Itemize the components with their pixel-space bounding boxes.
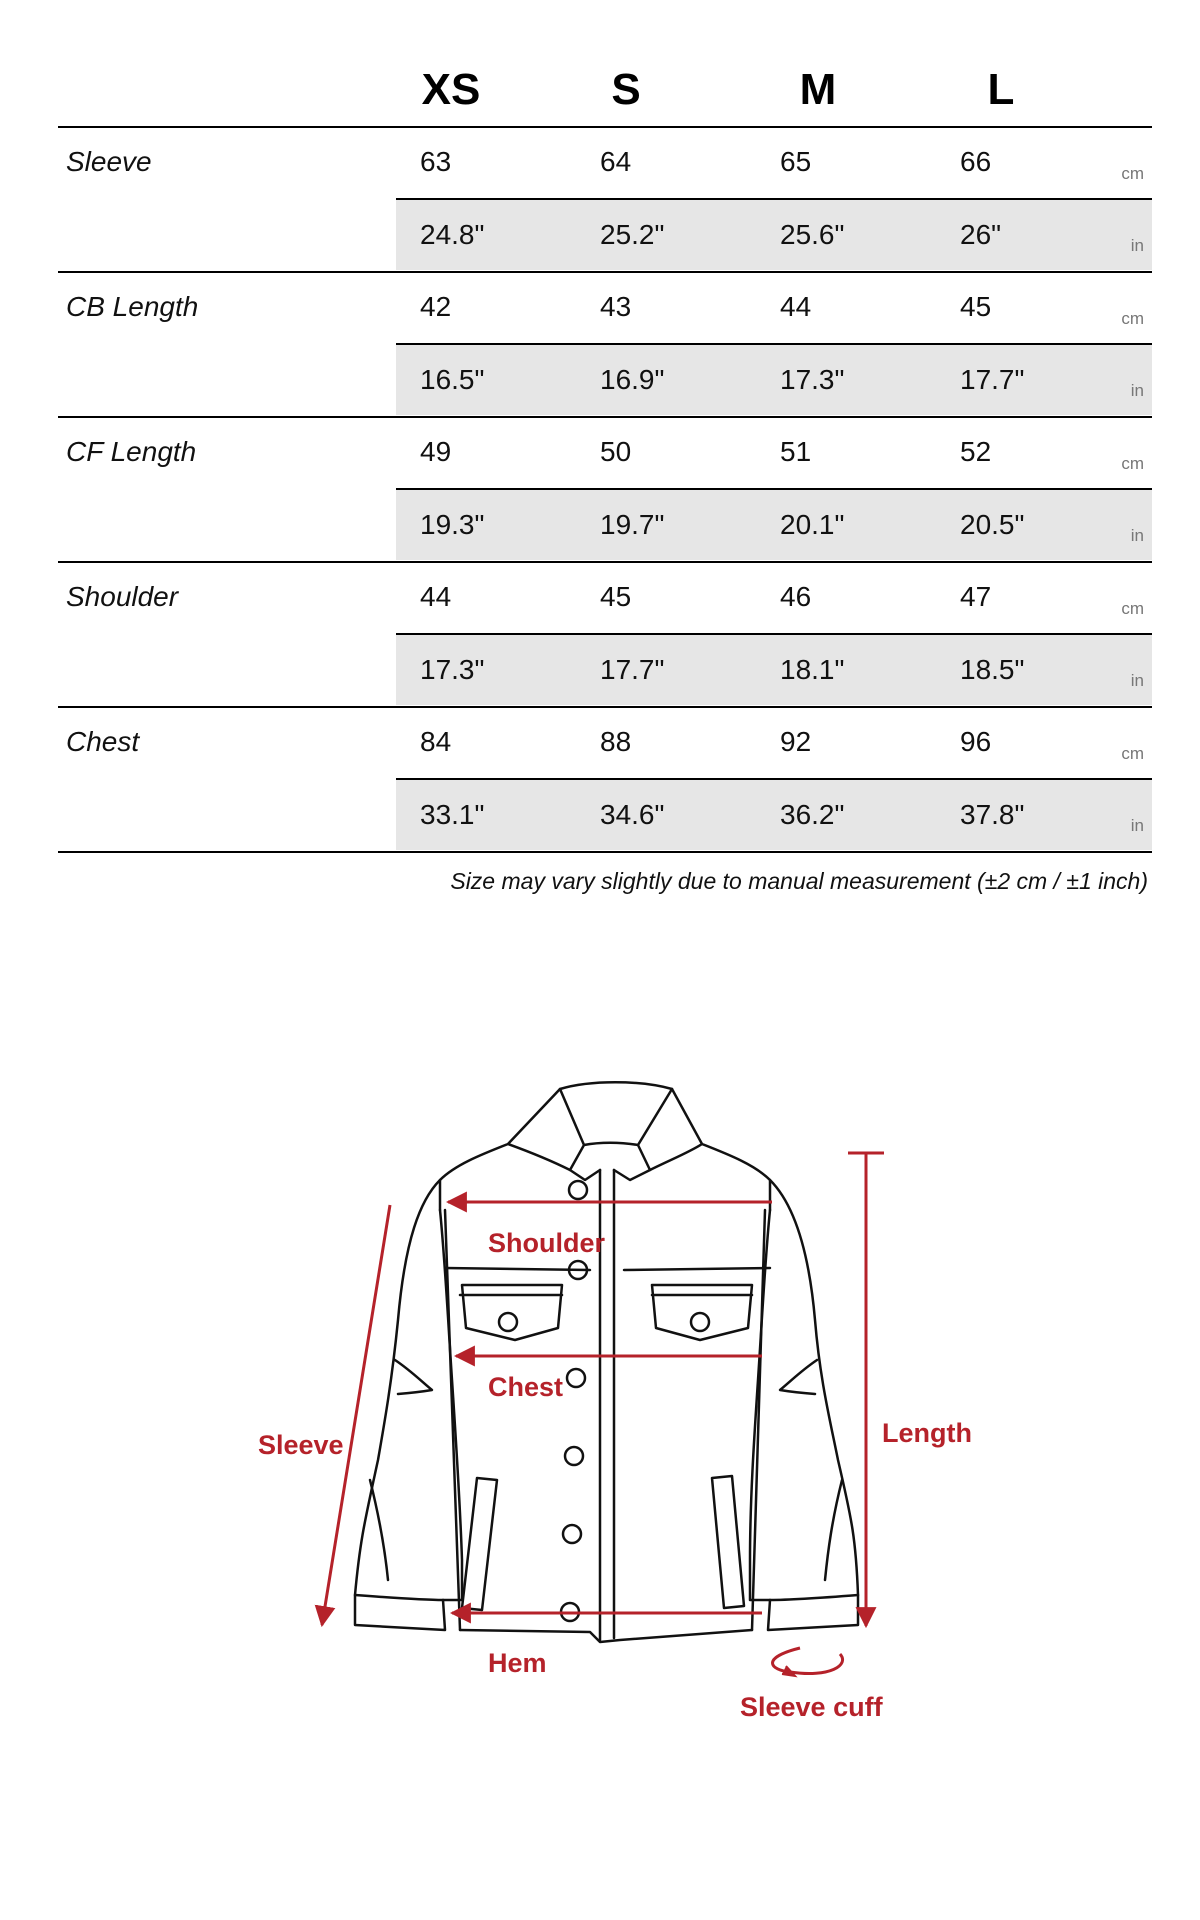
label-hem: Hem [488,1648,547,1678]
table-divider [58,706,1152,708]
cell-in: 17.7" [600,654,665,685]
unit-cm: cm [1121,164,1144,183]
inch-row-bg [396,200,1152,270]
row-label-cf-length: CF Length [66,436,197,467]
table-subdivider [396,488,1152,490]
cell-in: 34.6" [600,799,665,830]
unit-in: in [1130,671,1144,690]
cell-in: 26" [960,219,1002,250]
measurement-note: Size may vary slightly due to manual measurement (±2 cm / ±1 inch) [450,868,1148,894]
cell-cm: 46 [780,581,812,612]
size-xs: XS [421,65,481,114]
row-label-shoulder: Shoulder [66,581,179,612]
cell-cm: 88 [600,726,632,757]
cell-in: 17.3" [780,364,845,395]
unit-cm: cm [1121,309,1144,328]
jacket-illustration [0,1060,1200,1900]
cell-cm: 64 [600,146,632,177]
cell-cm: 92 [780,726,812,757]
cell-cm: 42 [420,291,452,322]
cell-in: 37.8" [960,799,1025,830]
cell-cm: 52 [960,436,992,467]
table-subdivider [396,778,1152,780]
label-length: Length [882,1418,972,1448]
cell-cm: 45 [600,581,632,612]
unit-cm: cm [1121,744,1144,763]
row-label-sleeve: Sleeve [66,146,152,177]
cell-in: 36.2" [780,799,845,830]
cell-cm: 84 [420,726,452,757]
cell-cm: 50 [600,436,632,467]
size-header [0,60,1200,120]
cell-cm: 96 [960,726,992,757]
unit-in: in [1130,526,1144,545]
cell-cm: 44 [780,291,812,322]
cell-in: 19.7" [600,509,665,540]
size-m: M [799,65,837,114]
cell-cm: 49 [420,436,452,467]
cell-in: 33.1" [420,799,485,830]
cell-cm: 51 [780,436,812,467]
inch-row-bg [396,345,1152,415]
cell-cm: 47 [960,581,992,612]
jacket-diagram [0,1060,1200,1900]
size-s: S [611,65,641,114]
cell-in: 24.8" [420,219,485,250]
unit-in: in [1130,381,1144,400]
cell-in: 25.6" [780,219,845,250]
cell-in: 20.1" [780,509,845,540]
cell-in: 17.7" [960,364,1025,395]
unit-cm: cm [1121,454,1144,473]
cell-in: 25.2" [600,219,665,250]
table-divider [58,416,1152,418]
label-shoulder: Shoulder [488,1228,606,1258]
table-divider [58,126,1152,128]
cell-cm: 65 [780,146,812,177]
cell-cm: 43 [600,291,632,322]
cell-cm: 66 [960,146,992,177]
label-sleeve: Sleeve [258,1430,344,1460]
table-divider [58,851,1152,853]
label-sleeve-cuff: Sleeve cuff [740,1692,883,1722]
table-divider [58,561,1152,563]
cell-cm: 63 [420,146,452,177]
cell-in: 18.5" [960,654,1025,685]
unit-in: in [1130,816,1144,835]
inch-row-bg [396,635,1152,705]
cell-in: 18.1" [780,654,845,685]
cell-in: 19.3" [420,509,485,540]
unit-in: in [1130,236,1144,255]
cuff-arrow [773,1648,843,1674]
cell-in: 16.9" [600,364,665,395]
cell-in: 16.5" [420,364,485,395]
cell-in: 20.5" [960,509,1025,540]
table-subdivider [396,633,1152,635]
cell-cm: 44 [420,581,452,612]
row-label-chest: Chest [66,726,140,757]
label-chest: Chest [488,1372,564,1402]
table-divider [58,271,1152,273]
cell-in: 17.3" [420,654,485,685]
row-label-cb-length: CB Length [66,291,199,322]
table-subdivider [396,198,1152,200]
sleeve-arrow [322,1205,390,1625]
size-l: L [987,65,1015,114]
inch-row-bg [396,490,1152,560]
unit-cm: cm [1121,599,1144,618]
inch-row-bg [396,780,1152,850]
cell-cm: 45 [960,291,992,322]
table-subdivider [396,343,1152,345]
